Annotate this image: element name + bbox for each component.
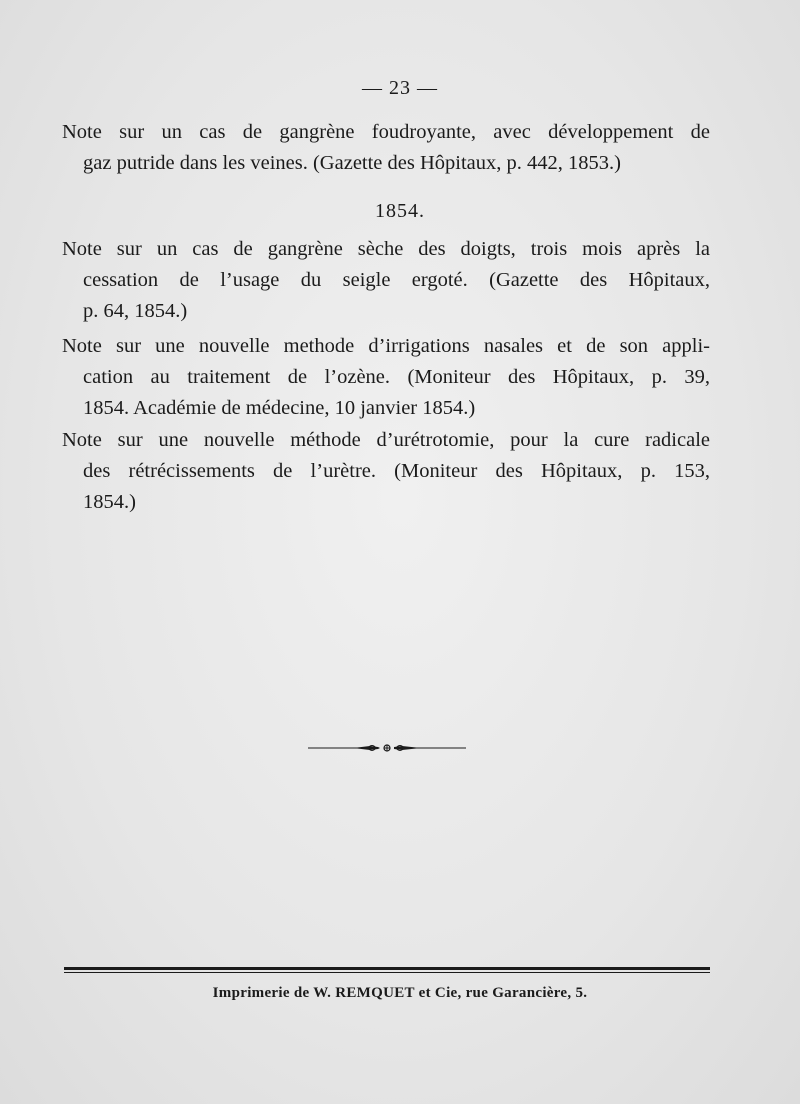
entry-line: cation au traitement de l’ozène. (Moniteur des Hôpitaux, p. 39, — [83, 366, 710, 388]
tailpiece-ornament-icon — [308, 738, 466, 758]
footer-rule — [64, 967, 710, 970]
entry-line: cessation de l’usage du seigle ergoté. (Gazette des Hôpitaux, — [83, 269, 710, 291]
footer-rule-thin — [64, 972, 710, 973]
entry-line: 1854.) — [83, 491, 136, 513]
entry-line: des rétrécissements de l’urètre. (Moniteur des Hôpitaux, p. 153, — [83, 460, 710, 482]
entry-line: 1854. Académie de médecine, 10 janvier 1854.) — [83, 397, 476, 419]
bibliography-entry — [62, 331, 710, 424]
entry-line: p. 64, 1854.) — [83, 300, 188, 322]
entry-line: Note sur une nouvelle methode d’irrigations nasales et de son appli- — [62, 335, 710, 357]
printer-imprint: Imprimerie de W. REMQUET et Cie, rue Garancière, 5. — [212, 985, 588, 1001]
entry-line: Note sur une nouvelle méthode d’urétrotomie, pour la cure radicale — [62, 429, 710, 451]
page-number: — 23 — — [362, 77, 438, 99]
bibliography-entry — [62, 425, 710, 518]
bibliography-entry — [62, 117, 710, 179]
year-heading: 1854. — [375, 200, 425, 222]
entry-line: Note sur un cas de gangrène foudroyante, avec développement de — [62, 121, 710, 143]
bibliography-entry — [62, 234, 710, 327]
entry-line: Note sur un cas de gangrène sèche des doigts, trois mois après la — [62, 238, 710, 260]
entry-line: gaz putride dans les veines. (Gazette des Hôpitaux, p. 442, 1853.) — [83, 152, 621, 174]
